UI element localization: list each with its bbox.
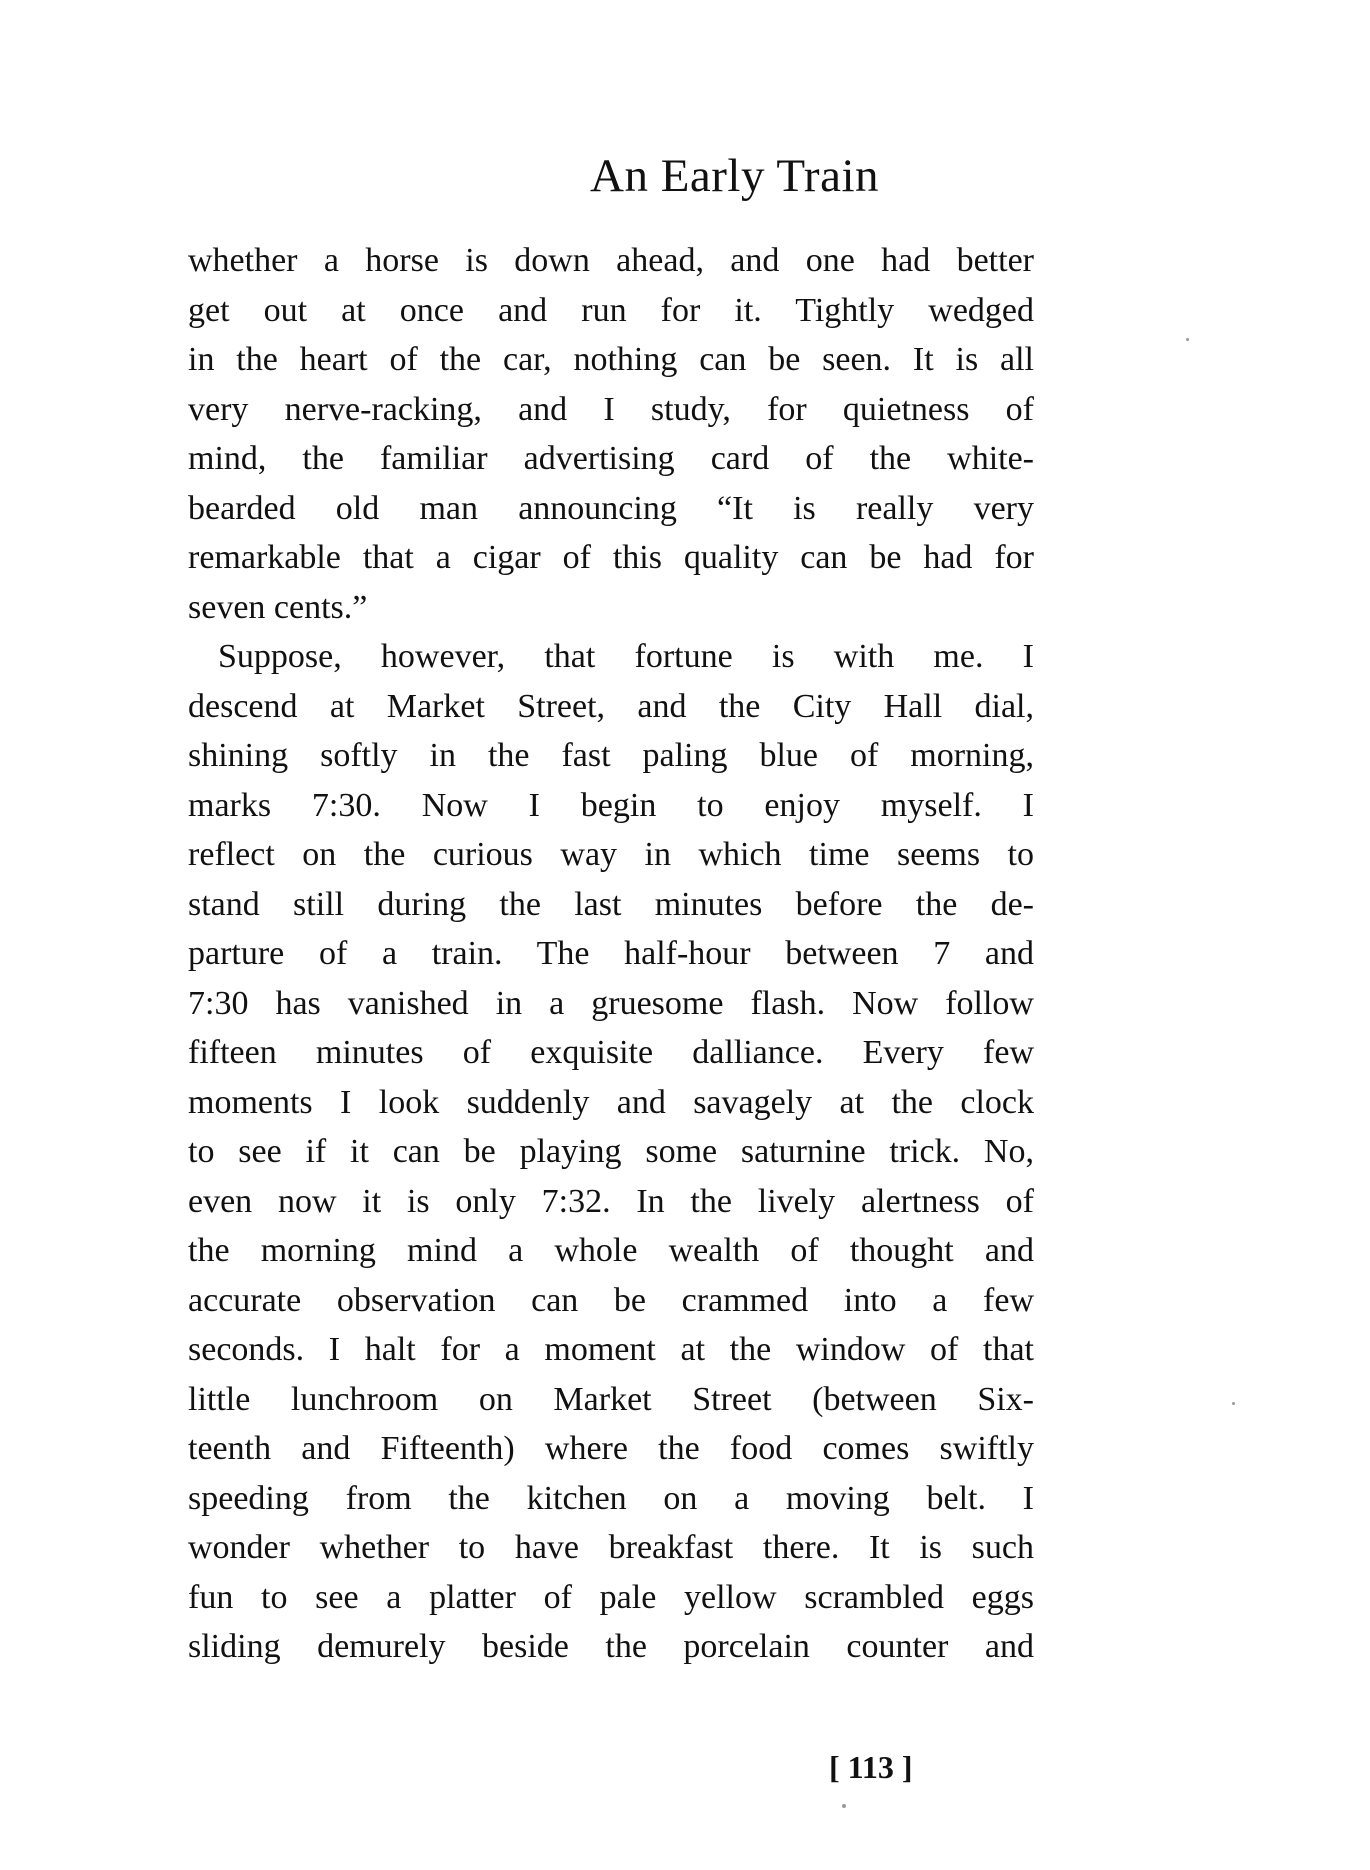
text-line: remarkable that a cigar of this quality can be had for [188,539,1034,576]
text-line: reflect on the curious way in which time seems to [188,836,1034,873]
text-line: fifteen minutes of exquisite dalliance. Every few [188,1034,1034,1071]
text-line: descend at Market Street, and the City Hall dial, [188,687,1034,725]
text-line: accurate observation can be crammed into a few [188,1281,1034,1319]
text-line: get out at once and run for it. Tightly wedged [188,291,1034,329]
text-line: Suppose, however, that fortune is with me. I [218,638,1034,675]
text-line: to see if it can be playing some saturnine trick. No, [188,1133,1034,1170]
text-line: whether a horse is down ahead, and one had better [188,242,1034,279]
text-line: in the heart of the car, nothing can be seen. It is all [188,341,1034,378]
text-line: shining softly in the fast paling blue of morning, [188,737,1034,774]
scan-speck [1186,338,1189,341]
text-line: seconds. I halt for a moment at the window of that [188,1331,1034,1368]
text-line: mind, the familiar advertising card of the white- [188,440,1034,477]
text-line: wonder whether to have breakfast there. It is such [188,1529,1034,1566]
text-line: 7:30 has vanished in a gruesome flash. Now follow [188,984,1034,1022]
text-line: even now it is only 7:32. In the lively alertness of [188,1182,1034,1220]
text-line: stand still during the last minutes before the de- [188,885,1034,923]
body-text [188,236,1034,1672]
text-line: very nerve-racking, and I study, for quietness of [188,390,1034,428]
text-line: seven cents.” [188,588,368,626]
text-line: bearded old man announcing “It is really very [188,489,1034,527]
text-line: sliding demurely beside the porcelain counter and [188,1628,1034,1665]
text-line: moments I look suddenly and savagely at the clock [188,1083,1034,1121]
text-line: fun to see a platter of pale yellow scrambled eggs [188,1578,1034,1616]
scan-speck [1232,1402,1235,1405]
text-line: parture of a train. The half-hour between 7 and [188,935,1034,972]
text-line: speeding from the kitchen on a moving belt. I [188,1479,1034,1517]
running-head: An Early Train [590,150,879,202]
page-number: [ 113 ] [829,1749,913,1785]
text-line: the morning mind a whole wealth of thought and [188,1232,1034,1269]
scan-speck [842,1804,846,1808]
text-line: little lunchroom on Market Street (between Six- [188,1380,1034,1418]
text-line: marks 7:30. Now I begin to enjoy myself. I [188,786,1034,824]
text-line: teenth and Fifteenth) where the food comes swiftly [188,1430,1034,1467]
